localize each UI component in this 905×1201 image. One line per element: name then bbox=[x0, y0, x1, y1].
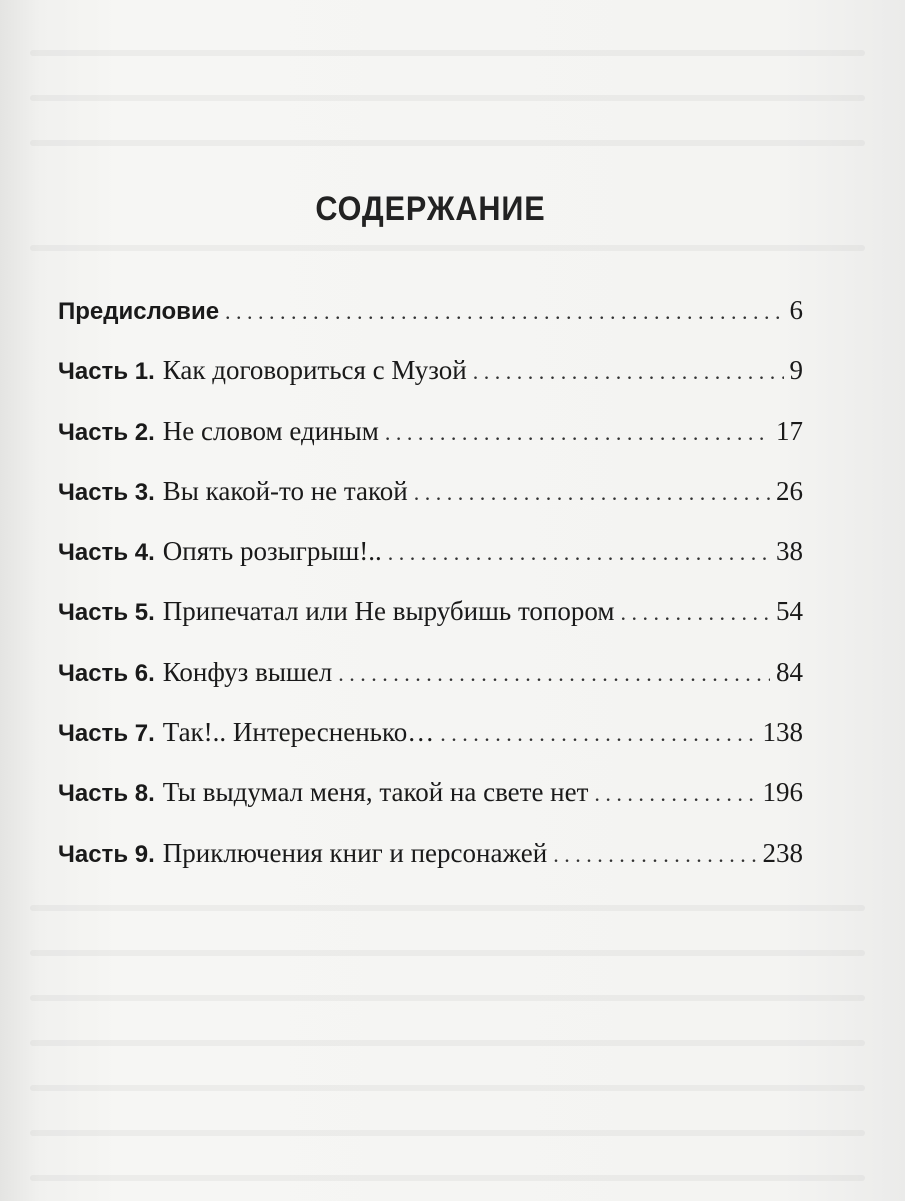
toc-part-label: Часть 8. bbox=[58, 780, 155, 808]
toc-part-label: Часть 5. bbox=[58, 599, 155, 627]
toc-entry-part-1[interactable] bbox=[58, 355, 803, 415]
toc-part-label: Часть 3. bbox=[58, 478, 155, 506]
toc-part-label: Часть 7. bbox=[58, 720, 155, 748]
toc-entry-part-8[interactable] bbox=[58, 777, 803, 837]
dot-leader bbox=[473, 359, 784, 385]
toc-heading: СОДЕРЖАНИЕ bbox=[315, 190, 546, 228]
bleed-through-line bbox=[30, 950, 865, 956]
toc-page-number: 84 bbox=[776, 656, 803, 687]
toc-page-number: 6 bbox=[789, 295, 803, 325]
toc-entry-title: Приключения книг и персонажей bbox=[162, 837, 548, 868]
toc-page-number: 38 bbox=[776, 536, 803, 567]
toc-entry-part-3[interactable] bbox=[58, 476, 803, 536]
toc-entry-title: Конфуз вышел bbox=[162, 656, 333, 687]
bleed-through-line bbox=[30, 995, 865, 1001]
toc-entry-title: Не словом единым bbox=[162, 415, 379, 446]
toc-page-number: 17 bbox=[776, 415, 803, 446]
toc-entry-part-9[interactable] bbox=[58, 838, 803, 898]
toc-part-label: Часть 9. bbox=[58, 840, 155, 868]
toc-entry-part-6[interactable] bbox=[58, 657, 803, 717]
toc-entry-title: Опять розыгрыш!.. bbox=[162, 536, 382, 567]
toc-entry-title: Вы какой-то не такой bbox=[162, 475, 408, 506]
bleed-through-line bbox=[30, 50, 865, 56]
toc-part-label: Часть 6. bbox=[58, 659, 155, 687]
dot-leader bbox=[414, 480, 770, 506]
toc-page-number: 26 bbox=[776, 475, 803, 506]
dot-leader bbox=[620, 600, 770, 626]
bleed-through-line bbox=[30, 1085, 865, 1091]
toc-entry-part-7[interactable] bbox=[58, 717, 803, 777]
toc-page-number: 54 bbox=[776, 596, 803, 627]
dot-leader bbox=[553, 842, 756, 868]
bleed-through-line bbox=[30, 905, 865, 911]
toc-part-label: Часть 1. bbox=[58, 358, 155, 386]
dot-leader bbox=[440, 721, 756, 747]
toc-entry-title: Как договориться с Музой bbox=[162, 355, 467, 386]
toc-entry-preface[interactable] bbox=[58, 295, 803, 355]
toc-entry-title: Ты выдумал меня, такой на свете нет bbox=[162, 777, 589, 808]
bleed-through-line bbox=[30, 1175, 865, 1181]
dot-leader bbox=[338, 661, 770, 687]
toc-part-label: Часть 2. bbox=[58, 418, 155, 446]
dot-leader bbox=[225, 299, 783, 325]
bleed-through-line bbox=[30, 1040, 865, 1046]
toc-part-label: Часть 4. bbox=[58, 539, 155, 567]
toc-entry-title: Припечатал или Не вырубишь топором bbox=[162, 596, 615, 627]
toc-page-number: 9 bbox=[789, 355, 803, 386]
toc-page-number: 238 bbox=[762, 837, 803, 868]
toc-entry-part-5[interactable] bbox=[58, 596, 803, 656]
toc-page-number: 138 bbox=[762, 717, 803, 748]
bleed-through-line bbox=[30, 95, 865, 101]
toc-entry-title: Предисловие bbox=[58, 298, 220, 325]
dot-leader bbox=[594, 781, 756, 807]
bleed-through-line bbox=[30, 1130, 865, 1136]
bleed-through-line bbox=[30, 140, 865, 146]
bleed-through-line bbox=[30, 245, 865, 251]
dot-leader bbox=[385, 420, 770, 446]
dot-leader bbox=[388, 540, 770, 566]
toc-entry-title: Так!.. Интересненько… bbox=[162, 717, 435, 748]
toc-entry-part-2[interactable] bbox=[58, 416, 803, 476]
toc-entry-part-4[interactable] bbox=[58, 536, 803, 596]
toc-page-number: 196 bbox=[762, 777, 803, 808]
toc-list bbox=[58, 295, 803, 898]
